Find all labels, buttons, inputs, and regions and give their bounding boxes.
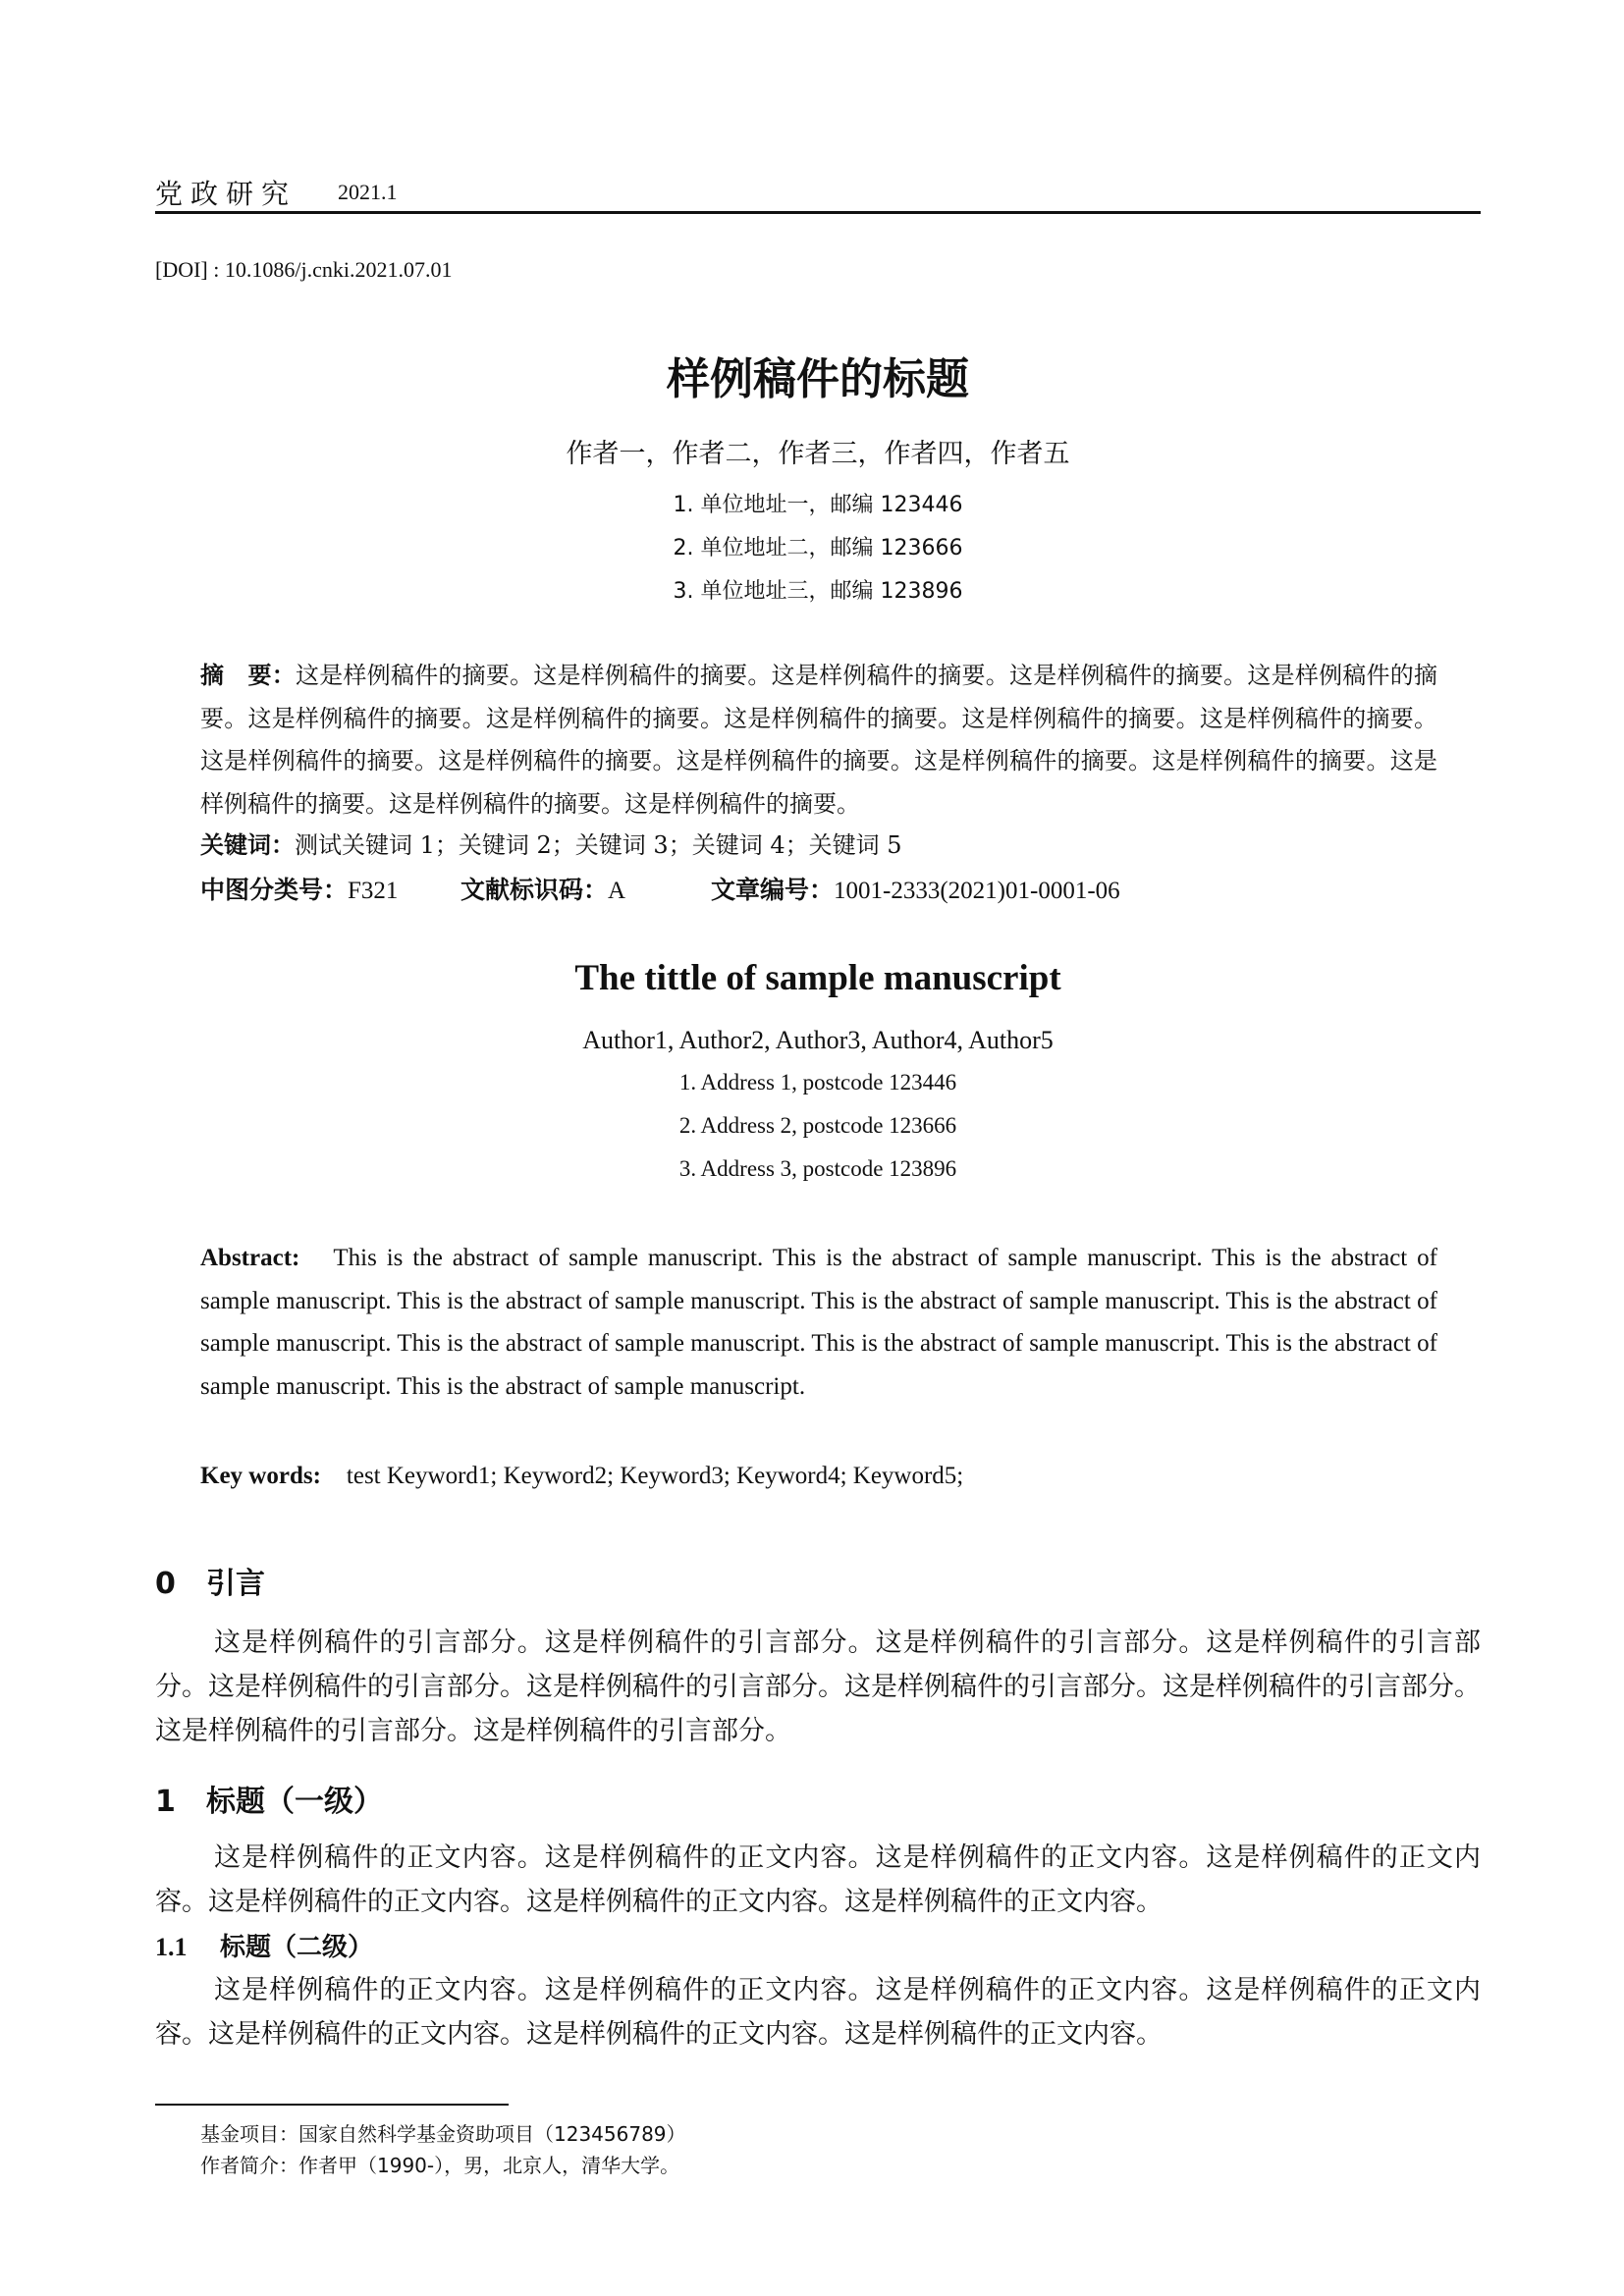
- section-number: 1.1: [155, 1933, 188, 1961]
- journal-issue: 2021.1: [338, 180, 398, 204]
- cn-affiliation-2: 2. 单位地址二，邮编 123666: [673, 536, 963, 561]
- section-heading-0: [155, 1559, 265, 1602]
- section-title: 标题（二级）: [220, 1933, 374, 1962]
- section-heading-1-1: [155, 1927, 373, 1963]
- section-heading-1: [155, 1777, 383, 1820]
- clc-label: 中图分类号：: [200, 876, 349, 904]
- en-abstract-label: Abstract:: [200, 1245, 300, 1271]
- cn-title: 样例稿件的标题: [667, 354, 969, 404]
- article-no-value: 1001-2333(2021)01-0001-06: [834, 878, 1120, 904]
- doi: [DOI] : 10.1086/j.cnki.2021.07.01: [155, 257, 453, 282]
- section-title: 引言: [206, 1567, 265, 1601]
- footnote-author-bio: 作者简介：作者甲（1990-），男，北京人，清华大学。: [200, 2154, 680, 2177]
- footnote-funding: 基金项目：国家自然科学基金资助项目（123456789）: [200, 2122, 686, 2146]
- footnote-rule: [155, 2104, 509, 2106]
- en-affiliation-3: 3. Address 3, postcode 123896: [678, 1156, 957, 1181]
- header-rule: [155, 211, 1481, 214]
- section-number: 1: [155, 1785, 176, 1819]
- section-paragraph-1-1: 这是样例稿件的正文内容。这是样例稿件的正文内容。这是样例稿件的正文内容。这是样例稿件的正文内容。这是样例稿件的正文内容。这是样例稿件的正文内容。这是样例稿件的正文内容。: [155, 1975, 1481, 2050]
- cn-keywords-text: 测试关键词 1；关键词 2；关键词 3；关键词 4；关键词 5: [295, 831, 902, 859]
- section-paragraph-0: 这是样例稿件的引言部分。这是样例稿件的引言部分。这是样例稿件的引言部分。这是样例稿件的引言部分。这是样例稿件的引言部分。这是样例稿件的引言部分。这是样例稿件的引言部分。这是样例稿件的引言部分。这是样例稿件的引言部分。这是样例稿件的引言部分。: [155, 1628, 1481, 1746]
- doc-code-value: A: [608, 878, 626, 904]
- cn-abstract-text: 这是样例稿件的摘要。这是样例稿件的摘要。这是样例稿件的摘要。这是样例稿件的摘要。这是样例稿件的摘要。这是样例稿件的摘要。这是样例稿件的摘要。这是样例稿件的摘要。这是样例稿件的摘要。这是样例稿件的摘要。这是样例稿件的摘要。这是样例稿件的摘要。这是样例稿件的摘要。这是样例稿件的摘要。这是样例稿件的摘要。这是样例稿件的摘要。这是样例稿件的摘要。这是样例稿件的摘要。: [200, 662, 1438, 818]
- journal-name: 党政研究: [155, 178, 298, 210]
- en-abstract-text: This is the abstract of sample manuscript. This is the abstract of sample manuscript. This is the abstract of sample manuscript. This is the abstract of sample manuscript. This is the abstract of sample manuscript. This is the abstract of sample manuscript. This is the abstract of sample manuscript. This is the abstract of sample manuscript. This is the abstract of sample manuscript. This is the abstract of sample manuscript.: [200, 1245, 1437, 1400]
- clc-value: F321: [348, 878, 399, 904]
- en-authors: Author1, Author2, Author3, Author4, Author5: [582, 1026, 1054, 1054]
- en-affiliation-1: 1. Address 1, postcode 123446: [678, 1070, 957, 1095]
- cn-abstract-label: 摘 要：: [200, 662, 296, 689]
- en-keywords-label: Key words:: [200, 1463, 321, 1489]
- article-no-label: 文章编号：: [711, 876, 835, 904]
- cn-authors: 作者一，作者二，作者三，作者四，作者五: [566, 439, 1070, 469]
- section-number: 0: [155, 1567, 176, 1601]
- doc-code-label: 文献标识码：: [460, 876, 609, 904]
- cn-keywords-label: 关键词：: [200, 831, 295, 859]
- cn-abstract: [200, 655, 1437, 826]
- cn-affiliation-3: 3. 单位地址三，邮编 123896: [673, 579, 963, 604]
- en-keywords-text: test Keyword1; Keyword2; Keyword3; Keyword4; Keyword5;: [346, 1463, 964, 1489]
- en-keywords: [200, 1455, 1437, 1498]
- en-abstract: [200, 1237, 1437, 1408]
- cn-affiliation-1: 1. 单位地址一，邮编 123446: [673, 493, 963, 517]
- en-title: The tittle of sample manuscript: [574, 958, 1061, 998]
- cn-keywords: [200, 825, 1437, 868]
- classification-line: [200, 869, 1437, 913]
- section-title: 标题（一级）: [206, 1785, 383, 1819]
- en-affiliation-2: 2. Address 2, postcode 123666: [678, 1113, 957, 1138]
- section-paragraph-1: 这是样例稿件的正文内容。这是样例稿件的正文内容。这是样例稿件的正文内容。这是样例稿件的正文内容。这是样例稿件的正文内容。这是样例稿件的正文内容。这是样例稿件的正文内容。: [155, 1842, 1481, 1917]
